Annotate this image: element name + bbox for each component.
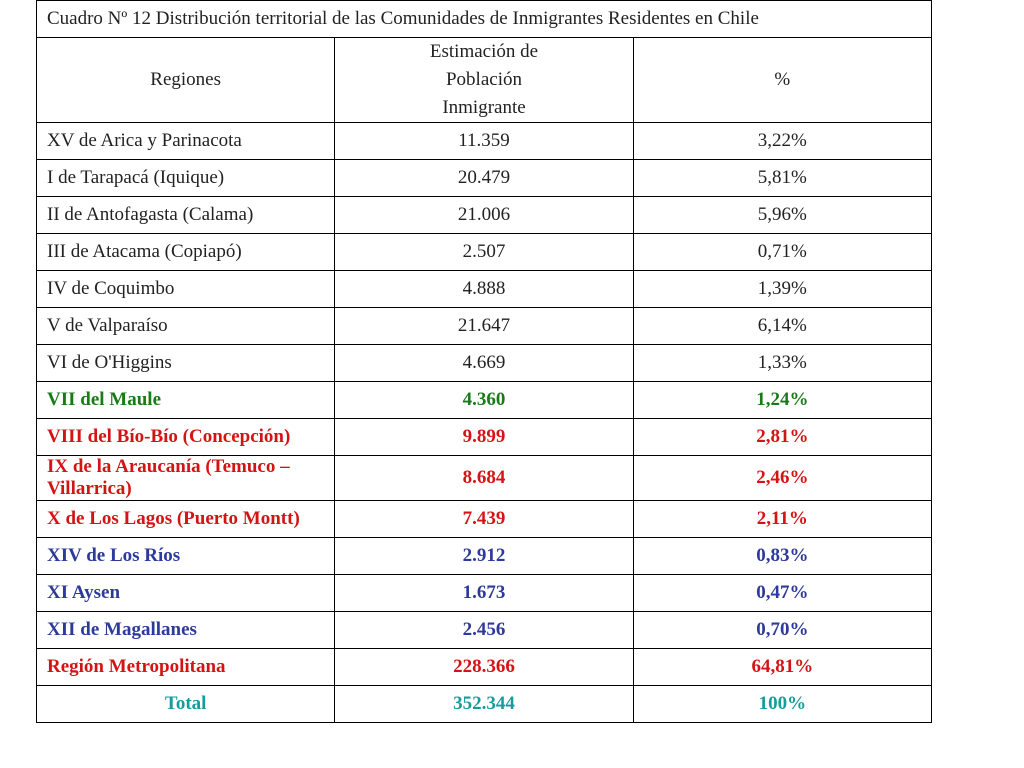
cell-region: Región Metropolitana bbox=[37, 649, 335, 686]
header-regiones: Regiones bbox=[37, 38, 335, 123]
header-percent: % bbox=[633, 38, 931, 123]
table-row bbox=[37, 612, 932, 649]
table-row bbox=[37, 234, 932, 271]
cell-percent: 0,70% bbox=[633, 612, 931, 649]
header-estimacion-line2: Población bbox=[445, 69, 522, 90]
table-row bbox=[37, 575, 932, 612]
cell-percent: 64,81% bbox=[633, 649, 931, 686]
cell-percent: 0,71% bbox=[633, 234, 931, 271]
table-row bbox=[37, 345, 932, 382]
table-row bbox=[37, 271, 932, 308]
cell-percent: 1,33% bbox=[633, 345, 931, 382]
cell-percent: 2,11% bbox=[633, 501, 931, 538]
cell-region: V de Valparaíso bbox=[37, 308, 335, 345]
cell-percent: 2,81% bbox=[633, 419, 931, 456]
cell-estimate: 228.366 bbox=[335, 649, 633, 686]
table-caption-row bbox=[37, 1, 932, 38]
cell-estimate: 7.439 bbox=[335, 501, 633, 538]
cell-estimate: 2.456 bbox=[335, 612, 633, 649]
table-caption: Cuadro Nº 12 Distribución territorial de las Comunidades de Inmigrantes Residentes en Chile bbox=[37, 1, 932, 38]
cell-region: X de Los Lagos (Puerto Montt) bbox=[37, 501, 335, 538]
cell-region: XV de Arica y Parinacota bbox=[37, 123, 335, 160]
table-row bbox=[37, 456, 932, 501]
total-percent: 100% bbox=[633, 686, 931, 723]
table-row bbox=[37, 649, 932, 686]
cell-region: XII de Magallanes bbox=[37, 612, 335, 649]
cell-percent: 6,14% bbox=[633, 308, 931, 345]
cell-estimate: 20.479 bbox=[335, 160, 633, 197]
header-estimacion-line3: Inmigrante bbox=[442, 97, 526, 118]
table-row bbox=[37, 538, 932, 575]
cell-percent: 5,81% bbox=[633, 160, 931, 197]
cell-percent: 1,39% bbox=[633, 271, 931, 308]
cell-region: XIV de Los Ríos bbox=[37, 538, 335, 575]
immigrant-distribution-table bbox=[36, 0, 932, 723]
cell-estimate: 11.359 bbox=[335, 123, 633, 160]
cell-region: III de Atacama (Copiapó) bbox=[37, 234, 335, 271]
cell-percent: 1,24% bbox=[633, 382, 931, 419]
cell-percent: 5,96% bbox=[633, 197, 931, 234]
header-estimacion bbox=[335, 38, 633, 123]
cell-region: II de Antofagasta (Calama) bbox=[37, 197, 335, 234]
cell-estimate: 21.006 bbox=[335, 197, 633, 234]
cell-region: VII del Maule bbox=[37, 382, 335, 419]
table-row bbox=[37, 160, 932, 197]
cell-estimate: 9.899 bbox=[335, 419, 633, 456]
cell-estimate: 2.912 bbox=[335, 538, 633, 575]
cell-region: I de Tarapacá (Iquique) bbox=[37, 160, 335, 197]
cell-estimate: 4.888 bbox=[335, 271, 633, 308]
table-header-row bbox=[37, 38, 932, 123]
total-label: Total bbox=[37, 686, 335, 723]
table-row bbox=[37, 308, 932, 345]
cell-estimate: 4.360 bbox=[335, 382, 633, 419]
table-row bbox=[37, 123, 932, 160]
total-row bbox=[37, 686, 932, 723]
cell-region: XI Aysen bbox=[37, 575, 335, 612]
cell-estimate: 1.673 bbox=[335, 575, 633, 612]
cell-percent: 2,46% bbox=[633, 456, 931, 501]
table-row bbox=[37, 382, 932, 419]
table-row bbox=[37, 197, 932, 234]
cell-percent: 0,47% bbox=[633, 575, 931, 612]
cell-estimate: 2.507 bbox=[335, 234, 633, 271]
cell-region: VIII del Bío-Bío (Concepción) bbox=[37, 419, 335, 456]
table-row bbox=[37, 419, 932, 456]
header-estimacion-line1: Estimación de bbox=[429, 41, 539, 62]
cell-estimate: 8.684 bbox=[335, 456, 633, 501]
cell-region: IV de Coquimbo bbox=[37, 271, 335, 308]
total-estimate: 352.344 bbox=[335, 686, 633, 723]
cell-estimate: 21.647 bbox=[335, 308, 633, 345]
table-row bbox=[37, 501, 932, 538]
cell-estimate: 4.669 bbox=[335, 345, 633, 382]
cell-percent: 3,22% bbox=[633, 123, 931, 160]
cell-region: VI de O'Higgins bbox=[37, 345, 335, 382]
cell-percent: 0,83% bbox=[633, 538, 931, 575]
cell-region: IX de la Araucanía (Temuco – Villarrica) bbox=[37, 456, 335, 501]
